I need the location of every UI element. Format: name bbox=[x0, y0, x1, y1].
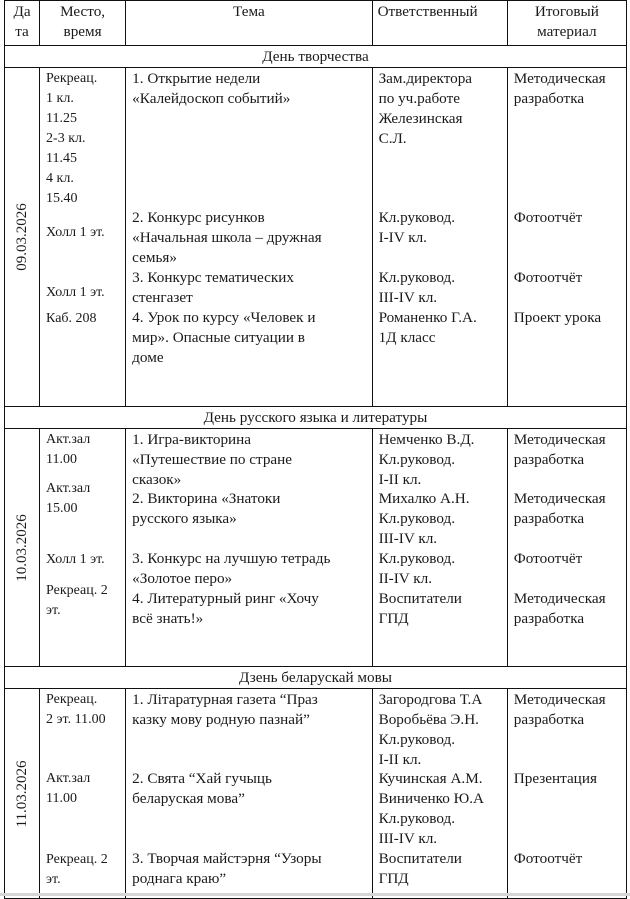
place-cell bbox=[40, 689, 126, 899]
section-title: День русского языка и литературы bbox=[5, 407, 627, 429]
result-cell bbox=[507, 68, 626, 407]
schedule-table bbox=[4, 0, 627, 899]
event-responsible: Воспитатели ГПД bbox=[378, 590, 462, 627]
header-row bbox=[5, 1, 627, 46]
event-result: Фотоотчёт bbox=[513, 550, 583, 567]
event-responsible: Романенко Г.А. 1Д класс bbox=[378, 309, 477, 346]
event-result: Фотоотчёт bbox=[513, 269, 583, 286]
event-responsible: Воспитатели ГПД bbox=[378, 850, 462, 887]
responsible-cell bbox=[372, 429, 507, 667]
section-title: Дзень беларускай мовы bbox=[5, 667, 627, 689]
event-place: Рекреац. 2 эт. bbox=[46, 583, 108, 618]
event-result: Методическая разработка bbox=[513, 490, 606, 527]
result-cell bbox=[507, 429, 626, 667]
event-topic: 3. Конкурс на лучшую тетрадь «Золотое перо» bbox=[132, 550, 331, 587]
event-place: Акт.зал 15.00 bbox=[46, 481, 91, 516]
place-cell bbox=[40, 429, 126, 667]
event-topic: 4. Урок по курсу «Человек и мир». Опасные ситуации в доме bbox=[132, 309, 316, 366]
event-topic: 3. Конкурс тематических стенгазет bbox=[132, 269, 294, 306]
header-result bbox=[507, 1, 626, 46]
day-row bbox=[5, 689, 627, 899]
event-responsible: Загородгова Т.А Воробьёва Э.Н. Кл.руковод. I-II кл. bbox=[378, 691, 483, 768]
event-responsible: Зам.директора по уч.работе Железинская С.Л. bbox=[378, 70, 473, 147]
event-responsible: Немченко В.Д. Кл.руковод. I-II кл. bbox=[378, 431, 475, 488]
event-place: Холл 1 эт. bbox=[46, 225, 105, 240]
place-cell bbox=[40, 68, 126, 407]
header-date bbox=[5, 1, 40, 46]
result-cell bbox=[507, 689, 626, 899]
event-responsible: Михалко А.Н. Кл.руковод. III-IV кл. bbox=[378, 490, 470, 547]
event-result: Методическая разработка bbox=[513, 431, 606, 468]
event-responsible: Кл.руковод. II-IV кл. bbox=[378, 550, 456, 587]
day-row bbox=[5, 429, 627, 667]
header-responsible bbox=[372, 1, 507, 46]
topic-cell bbox=[126, 689, 372, 899]
event-responsible: Кл.руковод. I-IV кл. bbox=[378, 209, 456, 246]
header-topic bbox=[126, 1, 372, 46]
event-place: Акт.зал 11.00 bbox=[46, 432, 91, 467]
event-topic: 1. Открытие недели «Калейдоскоп событий» bbox=[132, 70, 291, 107]
event-topic: 1. Игра-викторина «Путешествие по стране сказок» bbox=[132, 431, 293, 488]
date-label: 10.03.2026 bbox=[14, 513, 31, 582]
header-responsible-label: Ответственный bbox=[377, 3, 478, 20]
event-topic: 1. Літаратурная газета “Праз казку мову родную пазнай” bbox=[132, 691, 318, 728]
day-row bbox=[5, 68, 627, 407]
date-label: 09.03.2026 bbox=[14, 203, 31, 271]
header-date-label: Да та bbox=[13, 3, 31, 40]
event-result: Фотоотчёт bbox=[513, 850, 583, 867]
event-place: Рекреац. 1 кл. 11.25 2-3 кл. 11.45 4 кл. 15.40 bbox=[46, 71, 98, 206]
event-place: Каб. 208 bbox=[46, 311, 97, 326]
event-result: Презентация bbox=[513, 770, 597, 787]
date-cell bbox=[5, 68, 40, 407]
event-responsible: Кл.руковод. III-IV кл. bbox=[378, 269, 456, 306]
header-result-label: Итоговый материал bbox=[534, 3, 599, 40]
responsible-cell bbox=[372, 689, 507, 899]
section-title: День творчества bbox=[5, 46, 627, 68]
topic-cell bbox=[126, 429, 372, 667]
event-topic: 2. Викторина «Знатоки русского языка» bbox=[132, 490, 281, 527]
section-row bbox=[5, 667, 627, 689]
event-topic: 2. Конкурс рисунков «Начальная школа – дружная семья» bbox=[132, 209, 322, 266]
event-topic: 4. Литературный ринг «Хочу всё знать!» bbox=[132, 590, 319, 627]
event-place: Рекреац. 2 эт. 11.00 bbox=[46, 692, 106, 727]
event-result: Методическая разработка bbox=[513, 70, 606, 107]
date-cell bbox=[5, 429, 40, 667]
header-topic-label: Тема bbox=[233, 3, 265, 20]
event-topic: 3. Творчая майстэрня “Узоры роднага краю” bbox=[132, 850, 322, 887]
header-place bbox=[40, 1, 126, 46]
event-result: Проект урока bbox=[513, 309, 602, 326]
header-place-label: Место, время bbox=[60, 3, 106, 40]
section-row bbox=[5, 407, 627, 429]
event-responsible: Кучинская А.М. Виниченко Ю.А Кл.руковод. III-IV кл. bbox=[378, 770, 484, 847]
event-result: Методическая разработка bbox=[513, 691, 606, 728]
date-cell bbox=[5, 689, 40, 899]
section-row bbox=[5, 46, 627, 68]
event-place: Акт.зал 11.00 bbox=[46, 771, 91, 806]
event-result: Методическая разработка bbox=[513, 590, 606, 627]
date-label: 11.03.2026 bbox=[14, 760, 31, 827]
event-place: Рекреац. 2 эт. bbox=[46, 852, 108, 887]
event-place: Холл 1 эт. bbox=[46, 285, 105, 300]
event-topic: 2. Свята “Хай гучыць беларуская мова” bbox=[132, 770, 272, 807]
responsible-cell bbox=[372, 68, 507, 407]
event-result: Фотоотчёт bbox=[513, 209, 583, 226]
topic-cell bbox=[126, 68, 372, 407]
event-place: Холл 1 эт. bbox=[46, 552, 105, 567]
